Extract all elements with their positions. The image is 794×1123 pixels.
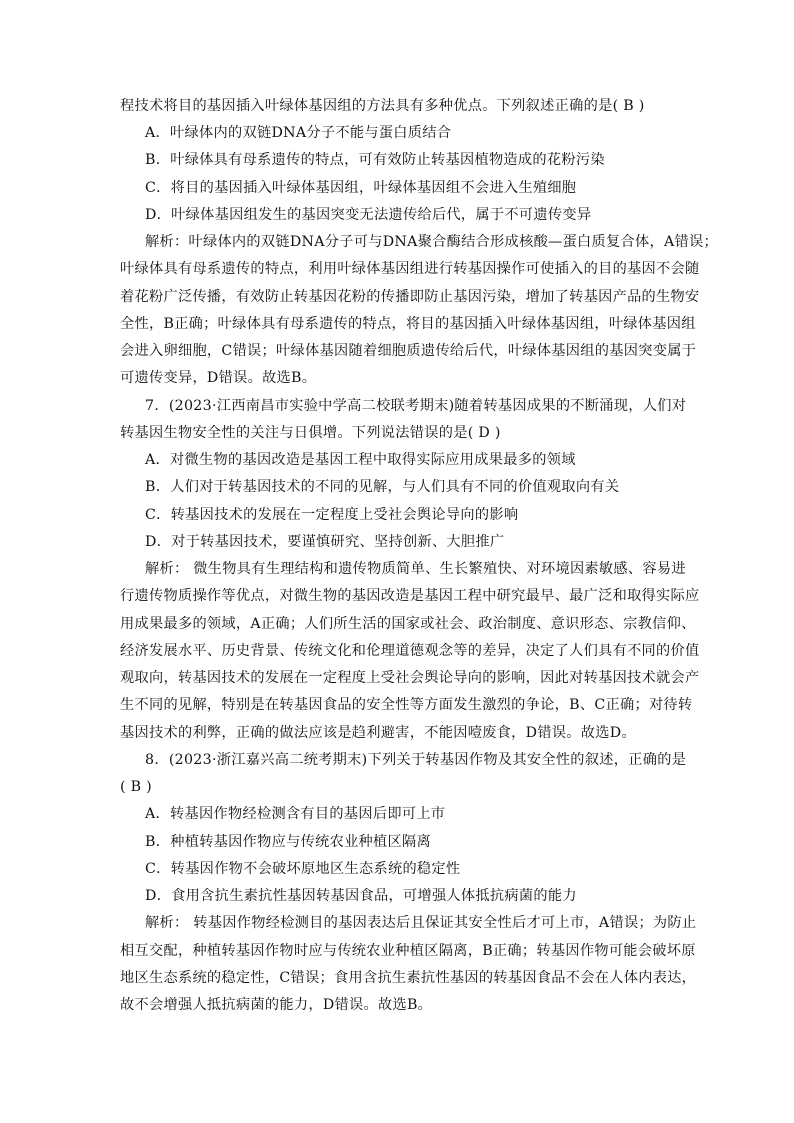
question-8-analysis-line: 故不会增强人抵抗病菌的能力，D错误。故选B。 xyxy=(120,997,433,1013)
question-8-stem: ( B ) xyxy=(120,779,153,795)
question-6-analysis-line: 着花粉广泛传播，有效防止转基因花粉的传播即防止基因污染，增加了转基因产品的生物安 xyxy=(120,289,700,305)
question-7-stem: 7．(2023·江西南昌市实验中学高二校联考期末)随着转基因成果的不断涌现，人们对 xyxy=(145,398,687,414)
question-7-analysis-line: 生不同的见解，特别是在转基因食品的安全性等方面发生激烈的争论，B、C正确；对待转 xyxy=(120,697,693,713)
question-7-option-d: D．对于转基因技术，要谨慎研究、坚持创新、大胆推广 xyxy=(145,534,505,550)
question-7-analysis-line: 用成果最多的领域，A正确；人们所生活的国家或社会、政治制度、意识形态、宗教信仰、 xyxy=(120,616,696,632)
question-6-option-d: D．叶绿体基因组发生的基因突变无法遗传给后代，属于不可遗传变异 xyxy=(145,207,592,223)
question-8-option-c: C．转基因作物不会破坏原地区生态系统的稳定性 xyxy=(145,861,461,877)
question-6-stem-continuation: 程技术将目的基因插入叶绿体基因组的方法具有多种优点。下列叙述正确的是( B ) xyxy=(120,98,645,114)
question-6-analysis-line: 可遗传变异，D错误。故选B。 xyxy=(120,370,317,386)
question-6-analysis-line: 全性，B正确；叶绿体具有母系遗传的特点，将目的基因插入叶绿体基因组，叶绿体基因组 xyxy=(120,316,696,332)
question-7-analysis-line: 行遗传物质操作等优点，对微生物的基因改造是基因工程中研究最早、最广泛和取得实际应 xyxy=(120,588,700,604)
question-7-option-c: C．转基因技术的发展在一定程度上受社会舆论导向的影响 xyxy=(145,507,519,523)
question-8-analysis-line: 相互交配，种植转基因作物时应与传统农业种植区隔离，B正确；转基因作物可能会破坏原 xyxy=(120,943,696,959)
question-7-option-b: B．人们对于转基因技术的不同的见解，与人们具有不同的价值观取向有关 xyxy=(145,479,620,495)
question-8-option-a: A．转基因作物经检测含有目的基因后即可上市 xyxy=(145,806,446,822)
question-7-analysis-line: 基因技术的利弊，正确的做法应该是趋利避害，不能因噎废食，D错误。故选D。 xyxy=(120,725,636,741)
question-6-option-a: A．叶绿体内的双链DNA分子不能与蛋白质结合 xyxy=(145,125,452,141)
question-6-analysis-line: 会进入卵细胞，C错误；叶绿体基因随着细胞质遗传给后代，叶绿体基因组的基因突变属于 xyxy=(120,343,697,359)
question-8-analysis-line: 解析： 转基因作物经检测目的基因表达后且保证其安全性后才可上市，A错误；为防止 xyxy=(145,915,697,931)
question-8-stem: 8．(2023·浙江嘉兴高二统考期末)下列关于转基因作物及其安全性的叙述，正确的是 xyxy=(145,752,687,768)
question-6-option-b: B．叶绿体具有母系遗传的特点，可有效防止转基因植物造成的花粉污染 xyxy=(145,152,605,168)
question-7-stem: 转基因生物安全性的关注与日俱增。下列说法错误的是( D ) xyxy=(120,425,501,441)
question-6-analysis-line: 叶绿体具有母系遗传的特点，利用叶绿体基因组进行转基因操作可使插入的目的基因不会随 xyxy=(120,261,700,277)
question-7-analysis-line: 观取向，转基因技术的发展在一定程度上受社会舆论导向的影响，因此对转基因技术就会产 xyxy=(120,670,700,686)
question-8-option-d: D．食用含抗生素抗性基因转基因食品，可增强人体抵抗病菌的能力 xyxy=(145,888,577,904)
question-7-analysis-line: 经济发展水平、历史背景、传统文化和伦理道德观念等的差异，决定了人们具有不同的价值 xyxy=(120,643,700,659)
question-8-option-b: B．种植转基因作物应与传统农业种植区隔离 xyxy=(145,834,431,850)
question-6-option-c: C．将目的基因插入叶绿体基因组，叶绿体基因组不会进入生殖细胞 xyxy=(145,180,577,196)
question-7-option-a: A．对微生物的基因改造是基因工程中取得实际应用成果最多的领域 xyxy=(145,452,576,468)
question-8-analysis-line: 地区生态系统的稳定性，C错误；食用含抗生素抗性基因的转基因食品不会在人体内表达， xyxy=(120,970,697,986)
question-7-analysis-line: 解析： 微生物具有生理结构和遗传物质简单、生长繁殖快、对环境因素敏感、容易进 xyxy=(145,561,686,577)
question-6-analysis-line: 解析：叶绿体内的双链DNA分子可与DNA聚合酶结合形成核酸—蛋白质复合体，A错误； xyxy=(145,234,718,250)
